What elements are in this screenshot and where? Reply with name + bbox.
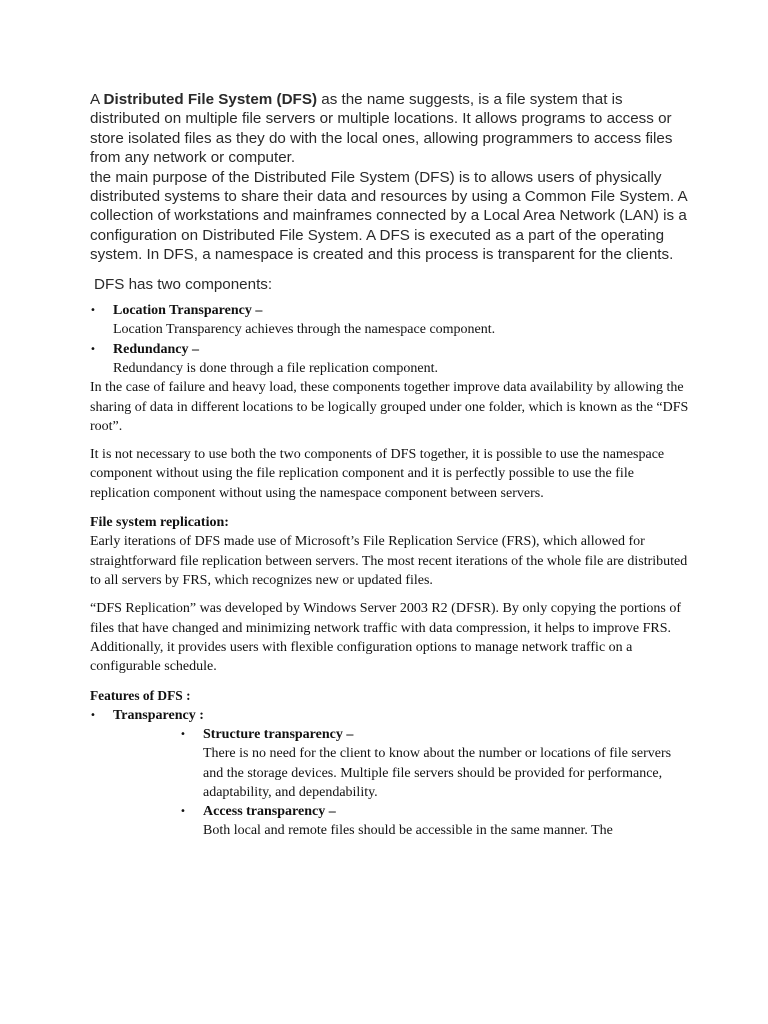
bullet-icon: • — [90, 709, 96, 721]
list-item — [113, 802, 690, 841]
dfsr-paragraph: “DFS Replication” was developed by Windows Server 2003 R2 (DFSR). By only copying the portions of files that have changed and minimizing network traffic with data compression, it helps to improve FRS. Additionally, it provides users with flexible configuration options to manage network traffic on a configurable schedule. — [90, 601, 682, 675]
bullet-icon: • — [180, 729, 186, 740]
fs-replication-heading: File system replication: — [90, 515, 229, 531]
feature-title: Structure transparency – — [203, 727, 354, 742]
transparency-label: Transparency : — [113, 707, 204, 723]
bullet-icon: • — [90, 343, 96, 355]
feature-desc: There is no need for the client to know about the number or locations of file servers and the storage devices. Multiple file servers should be provided for performance, adaptability, and dependability. — [203, 746, 672, 800]
list-item — [90, 340, 690, 379]
list-item — [90, 301, 690, 340]
list-item — [113, 725, 690, 802]
component-title: Location Transparency – — [113, 303, 263, 319]
feature-title: Access transparency – — [203, 804, 336, 820]
intro-bold-term: Distributed File System (DFS) — [103, 91, 318, 108]
not-necessary-paragraph: It is not necessary to use both the two components of DFS together, it is possible to use the namespace component without using the file replication component and it is perfectly possible to use the file replication component without using the namespace component between servers. — [90, 447, 665, 501]
intro-paragraph-1 — [90, 90, 690, 168]
component-title: Redundancy – — [113, 341, 199, 357]
features-heading: Features of DFS : — [90, 688, 191, 704]
intro-paragraph-1-rest: as the name suggests, is a file system that is distributed on multiple file servers or multiple locations. It allows programs to access or store isolated files as they do with the local ones, allowing programmers to access files from any network or computer. — [90, 91, 673, 167]
early-iterations-paragraph: Early iterations of DFS made use of Microsoft’s File Replication Service (FRS), which allowed for straightforward file replication between servers. The most recent iterations of the whole file are distributed to all servers by FRS, which recognizes new or updated files. — [90, 534, 688, 588]
component-desc: Redundancy is done through a file replication component. — [113, 360, 439, 376]
failure-paragraph: In the case of failure and heavy load, these components together improve data availability by allowing the sharing of data in different locations to be logically grouped under one folder, which is known as the “DFS root”. — [90, 380, 689, 434]
components-lead: DFS has two components: — [94, 275, 273, 293]
transparency-sublist — [113, 725, 690, 841]
intro-prefix: A — [90, 91, 104, 108]
feature-desc: Both local and remote files should be accessible in the same manner. The — [203, 823, 613, 839]
intro-paragraph-2: the main purpose of the Distributed File System (DFS) is to allows users of physically distributed systems to share their data and resources by using a Common File System. A collection of workstations and mainframes connected by a Local Area Network (LAN) is a configuration on Distributed File System. A DFS is executed as a part of the operating system. In DFS, a namespace is created and this process is transparent for the clients. — [90, 168, 687, 264]
features-list — [90, 706, 690, 841]
bullet-icon: • — [90, 305, 96, 317]
components-list — [90, 301, 690, 378]
bullet-icon: • — [180, 806, 186, 818]
body-section — [90, 301, 690, 841]
component-desc: Location Transparency achieves through the namespace component. — [113, 322, 496, 338]
list-item — [90, 706, 690, 841]
intro-section — [90, 90, 690, 294]
document-page — [90, 90, 690, 841]
